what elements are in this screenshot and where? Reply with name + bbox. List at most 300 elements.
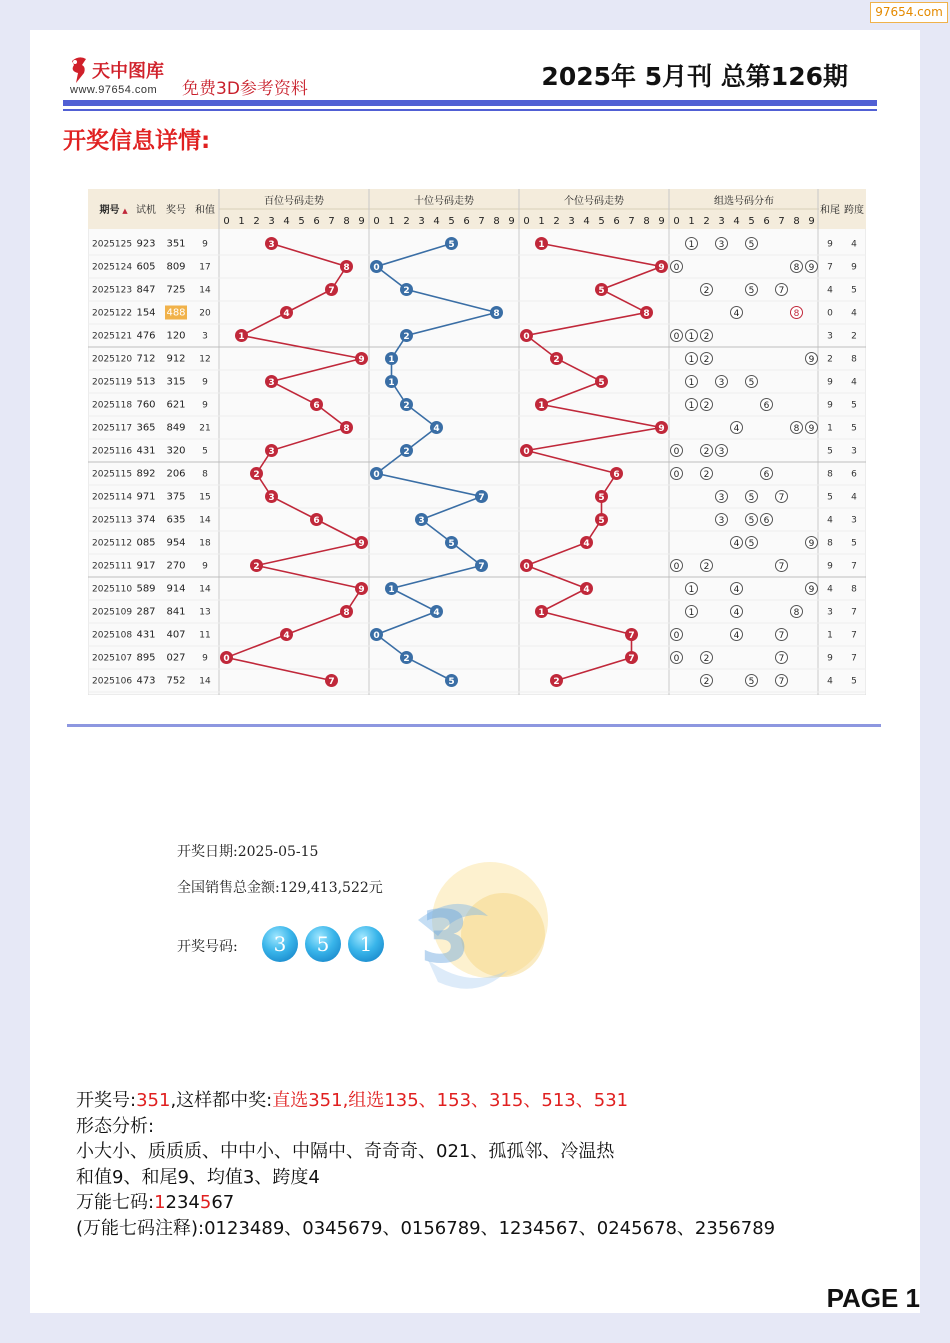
tail-cell: 1 <box>827 630 833 641</box>
draw-cell: 027 <box>166 652 186 664</box>
period-cell: 2025116 <box>92 446 133 457</box>
analysis-line-seven <box>76 1188 234 1214</box>
period-cell: 2025120 <box>92 354 133 365</box>
digit-header: 5 <box>748 216 755 227</box>
group-digit-label: 1 <box>688 355 695 365</box>
tail-cell: 9 <box>827 653 833 664</box>
trend-ball-label: 1 <box>388 355 395 365</box>
tail-cell: 3 <box>827 607 833 618</box>
draw-ball: 3 <box>262 926 298 962</box>
period-cell: 2025108 <box>92 630 133 641</box>
digit-header: 7 <box>628 216 635 227</box>
trend-ball-label: 0 <box>523 562 530 572</box>
draw-cell: 914 <box>166 583 186 595</box>
trend-ball-label: 6 <box>613 470 620 480</box>
logo-name: 天中图库 <box>92 61 164 82</box>
column-header: 期号 <box>99 205 120 216</box>
group-digit-label: 5 <box>748 539 755 549</box>
trend-ball-label: 7 <box>478 562 485 572</box>
span-cell: 8 <box>851 354 857 365</box>
span-cell: 4 <box>851 492 857 503</box>
group-digit-label: 9 <box>808 539 815 549</box>
trend-ball-label: 0 <box>373 263 380 273</box>
digit-header: 5 <box>598 216 605 227</box>
group-digit-label: 3 <box>718 378 725 388</box>
trend-ball-label: 0 <box>373 631 380 641</box>
trend-ball-label: 7 <box>478 493 485 503</box>
group-digit-label: 6 <box>763 470 770 480</box>
digit-header: 3 <box>418 216 425 227</box>
trend-ball-label: 1 <box>538 240 545 250</box>
trend-ball-label: 4 <box>283 631 290 641</box>
period-cell: 2025117 <box>92 423 133 434</box>
group-digit-label: 2 <box>703 355 710 365</box>
draw-cell: 635 <box>166 514 186 526</box>
digit-header: 4 <box>583 216 590 227</box>
trial-cell: 892 <box>136 468 156 480</box>
section-title: 开奖信息详情: <box>63 128 211 154</box>
trend-ball-label: 4 <box>283 309 290 319</box>
period-cell: 2025110 <box>92 584 133 595</box>
span-cell: 8 <box>851 584 857 595</box>
group-header: 组选号码分布 <box>714 196 774 207</box>
label-text: 开奖号: <box>76 1090 137 1111</box>
draw-cell: 320 <box>166 445 186 457</box>
group-digit-label: 6 <box>763 516 770 526</box>
span-cell: 7 <box>851 607 857 618</box>
issue-title: 2025年 5月刊 总第126期 <box>541 62 848 91</box>
group-digit-label: 1 <box>688 332 695 342</box>
period-cell: 2025112 <box>92 538 133 549</box>
digit-header: 8 <box>493 216 500 227</box>
draw-cell: 407 <box>166 629 186 641</box>
tail-cell: 4 <box>827 285 833 296</box>
draw-cell: 752 <box>166 675 186 687</box>
label-text: ,这样都中奖: <box>170 1090 273 1111</box>
trend-ball-label: 4 <box>433 608 440 618</box>
tail-cell: 4 <box>827 676 833 687</box>
trend-ball-label: 5 <box>448 677 455 687</box>
digit-header: 2 <box>403 216 410 227</box>
draw-ball: 5 <box>305 926 341 962</box>
sum-cell: 13 <box>199 607 211 618</box>
trend-ball-label: 4 <box>433 424 440 434</box>
group-digit-label: 8 <box>793 263 800 273</box>
column-header: 试机 <box>136 205 156 216</box>
group-digit-label: 0 <box>673 263 680 273</box>
span-cell: 4 <box>851 377 857 388</box>
draw-number: 351 <box>136 1090 171 1111</box>
digit-header: 8 <box>793 216 800 227</box>
tail-cell: 8 <box>827 469 833 480</box>
label-text: 万能七码: <box>76 1192 155 1213</box>
span-cell: 5 <box>851 285 857 296</box>
digit-header: 9 <box>808 216 815 227</box>
draw-cell: 725 <box>166 284 186 296</box>
trend-ball-label: 4 <box>583 539 590 549</box>
group-digit-label: 3 <box>718 447 725 457</box>
digit-header: 9 <box>658 216 665 227</box>
trend-ball-label: 2 <box>553 355 560 365</box>
sum-cell: 9 <box>202 561 208 572</box>
trend-ball-label: 0 <box>523 332 530 342</box>
column-header: 和值 <box>195 205 215 216</box>
digit-header: 8 <box>343 216 350 227</box>
draw-cell: 849 <box>166 422 186 434</box>
tail-cell: 9 <box>827 377 833 388</box>
period-cell: 2025114 <box>92 492 133 503</box>
span-cell: 7 <box>851 630 857 641</box>
trend-ball-label: 1 <box>238 332 245 342</box>
tail-cell: 8 <box>827 538 833 549</box>
draw-cell: 270 <box>166 560 186 572</box>
seven-digits: 67 <box>211 1192 235 1213</box>
group-digit-label: 0 <box>673 562 680 572</box>
span-cell: 5 <box>851 423 857 434</box>
digit-header: 6 <box>313 216 320 227</box>
digit-header: 6 <box>463 216 470 227</box>
digit-header: 1 <box>688 216 695 227</box>
group-digit-label: 4 <box>733 309 740 319</box>
period-cell: 2025106 <box>92 676 133 687</box>
sum-cell: 9 <box>202 377 208 388</box>
group-digit-label: 3 <box>718 493 725 503</box>
trend-ball-label: 1 <box>538 401 545 411</box>
trial-cell: 431 <box>136 629 156 641</box>
group-digit-label: 5 <box>748 286 755 296</box>
trend-ball-label: 2 <box>403 654 410 664</box>
group-digit-label: 0 <box>673 447 680 457</box>
span-cell: 3 <box>851 515 857 526</box>
trend-ball-label: 2 <box>253 470 260 480</box>
trial-cell: 287 <box>136 606 156 618</box>
group-digit-label: 2 <box>703 401 710 411</box>
tail-cell: 4 <box>827 584 833 595</box>
sum-cell: 14 <box>199 285 211 296</box>
draw-cell: 621 <box>166 399 186 411</box>
3d-logo-icon <box>398 850 558 1020</box>
trial-cell: 895 <box>136 652 156 664</box>
group-digit-label: 5 <box>748 677 755 687</box>
sum-cell: 14 <box>199 676 211 687</box>
draw-cell: 375 <box>166 491 186 503</box>
period-cell: 2025115 <box>92 469 133 480</box>
digit-header: 8 <box>643 216 650 227</box>
period-cell: 2025118 <box>92 400 133 411</box>
logo-icon <box>68 55 90 85</box>
group-digit-label: 3 <box>718 516 725 526</box>
trend-ball-label: 8 <box>343 263 350 273</box>
tail-cell: 5 <box>827 446 833 457</box>
group-digit-label: 2 <box>703 470 710 480</box>
trend-ball-label: 7 <box>628 631 635 641</box>
group-digit-label: 0 <box>673 654 680 664</box>
trend-ball-label: 3 <box>268 493 275 503</box>
group-digit-label: 8 <box>793 424 800 434</box>
hit-digit: 1 <box>154 1192 166 1213</box>
sum-cell: 20 <box>199 308 211 319</box>
trend-ball-label: 6 <box>313 516 320 526</box>
trend-ball-label: 2 <box>403 401 410 411</box>
analysis-line-form-title: 形态分析: <box>76 1116 155 1137</box>
group-digit-label: 1 <box>688 585 695 595</box>
digit-header: 1 <box>538 216 545 227</box>
span-cell: 4 <box>851 239 857 250</box>
group-digit-label: 5 <box>748 378 755 388</box>
trend-ball-label: 0 <box>523 447 530 457</box>
group-digit-label: 5 <box>748 516 755 526</box>
tail-cell: 3 <box>827 331 833 342</box>
draw-cell: 206 <box>166 468 186 480</box>
trial-cell: 365 <box>136 422 156 434</box>
sum-cell: 15 <box>199 492 211 503</box>
digit-header: 6 <box>763 216 770 227</box>
group-digit-label: 7 <box>778 493 785 503</box>
trend-ball-label: 9 <box>658 424 665 434</box>
digit-header: 4 <box>283 216 290 227</box>
period-cell: 2025125 <box>92 239 133 250</box>
trend-ball-label: 7 <box>328 286 335 296</box>
group-digit-label: 4 <box>733 631 740 641</box>
tail-cell: 7 <box>827 262 833 273</box>
logo-url: www.97654.com <box>70 84 158 96</box>
digit-header: 7 <box>328 216 335 227</box>
group-digit-label: 1 <box>688 608 695 618</box>
trend-ball-label: 7 <box>628 654 635 664</box>
trend-ball-label: 2 <box>403 447 410 457</box>
column-header: 奖号 <box>166 205 186 216</box>
digit-header: 5 <box>298 216 305 227</box>
digit-header: 0 <box>523 216 530 227</box>
trend-ball-label: 1 <box>388 585 395 595</box>
digit-header: 5 <box>448 216 455 227</box>
period-cell: 2025113 <box>92 515 133 526</box>
group-digit-label: 4 <box>733 608 740 618</box>
group-digit-label: 9 <box>808 585 815 595</box>
draw-cell: 488 <box>166 307 186 319</box>
group-digit-label: 2 <box>703 332 710 342</box>
trend-ball-label: 9 <box>658 263 665 273</box>
column-header: 跨度 <box>844 205 864 216</box>
trend-ball-label: 9 <box>358 539 365 549</box>
sales-total: 全国销售总金额:129,413,522元 <box>177 880 383 896</box>
period-cell: 2025111 <box>92 561 133 572</box>
group-digit-label: 7 <box>778 286 785 296</box>
trial-cell: 473 <box>136 675 156 687</box>
tail-cell: 9 <box>827 400 833 411</box>
group-digit-label: 0 <box>673 631 680 641</box>
sum-cell: 8 <box>202 469 208 480</box>
digit-header: 2 <box>553 216 560 227</box>
sort-icon: ▲ <box>122 207 128 215</box>
trend-ball-label: 5 <box>598 286 605 296</box>
digit-header: 2 <box>703 216 710 227</box>
draw-cell: 809 <box>166 261 186 273</box>
trial-cell: 154 <box>136 307 156 319</box>
watermark-tag: 97654.com <box>870 2 948 23</box>
group-header: 十位号码走势 <box>414 196 474 207</box>
tail-cell: 9 <box>827 561 833 572</box>
group-digit-label: 7 <box>778 654 785 664</box>
group-digit-label: 7 <box>778 562 785 572</box>
trend-ball-label: 1 <box>388 378 395 388</box>
trend-ball-label: 2 <box>403 332 410 342</box>
analysis-line-winning <box>76 1086 628 1112</box>
trend-ball-label: 0 <box>373 470 380 480</box>
trend-ball-label: 3 <box>268 240 275 250</box>
digit-header: 3 <box>268 216 275 227</box>
trend-ball-label: 6 <box>313 401 320 411</box>
trend-ball-label: 9 <box>358 355 365 365</box>
trial-cell: 712 <box>136 353 156 365</box>
analysis-line-form: 小大小、质质质、中中小、中隔中、奇奇奇、021、孤孤邻、冷温热 <box>76 1141 615 1162</box>
trend-ball-label: 5 <box>598 378 605 388</box>
draw-ball: 1 <box>348 926 384 962</box>
group-digit-label: 2 <box>703 286 710 296</box>
sum-cell: 11 <box>199 630 211 641</box>
sum-cell: 12 <box>199 354 211 365</box>
trend-chart <box>88 189 866 695</box>
trend-ball-label: 8 <box>343 608 350 618</box>
sum-cell: 5 <box>202 446 208 457</box>
trial-cell: 605 <box>136 261 156 273</box>
trend-ball-label: 5 <box>598 493 605 503</box>
sum-cell: 17 <box>199 262 211 273</box>
group-digit-label: 4 <box>733 424 740 434</box>
trend-ball-label: 3 <box>268 378 275 388</box>
group-digit-label: 8 <box>793 309 800 319</box>
period-cell: 2025123 <box>92 285 133 296</box>
group-header: 个位号码走势 <box>564 196 624 207</box>
trial-cell: 923 <box>136 238 156 250</box>
draw-label: 开奖号码: <box>177 939 238 955</box>
draw-cell: 315 <box>166 376 186 388</box>
digit-header: 1 <box>238 216 245 227</box>
group-digit-label: 9 <box>808 424 815 434</box>
sum-cell: 21 <box>199 423 211 434</box>
draw-date: 开奖日期:2025-05-15 <box>177 844 319 860</box>
trial-cell: 374 <box>136 514 156 526</box>
trend-ball-label: 7 <box>328 677 335 687</box>
header-subtitle: 免费3D参考资料 <box>182 79 308 99</box>
trend-ball-label: 1 <box>538 608 545 618</box>
column-header: 和尾 <box>820 205 840 216</box>
span-cell: 9 <box>851 262 857 273</box>
trial-cell: 513 <box>136 376 156 388</box>
hit-digit: 5 <box>199 1192 212 1213</box>
page-number: PAGE 1 <box>826 1283 920 1313</box>
group-digit-label: 0 <box>673 470 680 480</box>
span-cell: 5 <box>851 400 857 411</box>
draw-cell: 954 <box>166 537 186 549</box>
trial-cell: 431 <box>136 445 156 457</box>
group-digit-label: 5 <box>748 240 755 250</box>
span-cell: 6 <box>851 469 857 480</box>
tail-cell: 4 <box>827 515 833 526</box>
tail-cell: 1 <box>827 423 833 434</box>
span-cell: 7 <box>851 561 857 572</box>
digit-header: 0 <box>373 216 380 227</box>
trend-ball-label: 8 <box>493 309 500 319</box>
draw-cell: 912 <box>166 353 186 365</box>
sum-cell: 3 <box>202 331 208 342</box>
span-cell: 5 <box>851 676 857 687</box>
trial-cell: 589 <box>136 583 156 595</box>
header-divider <box>63 100 877 106</box>
trend-ball-label: 0 <box>223 654 230 664</box>
span-cell: 5 <box>851 538 857 549</box>
period-cell: 2025121 <box>92 331 133 342</box>
group-header: 百位号码走势 <box>264 196 324 207</box>
trend-ball-label: 4 <box>583 585 590 595</box>
digit-header: 4 <box>433 216 440 227</box>
header-divider-thin <box>63 109 877 111</box>
trial-cell: 847 <box>136 284 156 296</box>
trend-ball-label: 2 <box>553 677 560 687</box>
trend-ball-label: 9 <box>358 585 365 595</box>
trend-ball-label: 8 <box>643 309 650 319</box>
svg-text:3: 3 <box>420 895 471 979</box>
trend-ball-label: 2 <box>253 562 260 572</box>
digit-header: 9 <box>358 216 365 227</box>
group-digit-label: 4 <box>733 585 740 595</box>
sum-cell: 9 <box>202 653 208 664</box>
span-cell: 2 <box>851 331 857 342</box>
sum-cell: 9 <box>202 400 208 411</box>
digit-header: 3 <box>718 216 725 227</box>
winning-combos: 直选351,组选135、153、315、513、531 <box>272 1090 629 1111</box>
span-cell: 3 <box>851 446 857 457</box>
sum-cell: 14 <box>199 584 211 595</box>
tail-cell: 2 <box>827 354 833 365</box>
group-digit-label: 2 <box>703 654 710 664</box>
group-digit-label: 2 <box>703 677 710 687</box>
period-cell: 2025109 <box>92 607 133 618</box>
group-digit-label: 9 <box>808 355 815 365</box>
period-cell: 2025107 <box>92 653 133 664</box>
group-digit-label: 8 <box>793 608 800 618</box>
trend-ball-label: 5 <box>448 539 455 549</box>
trial-cell: 085 <box>136 537 156 549</box>
draw-cell: 120 <box>166 330 186 342</box>
analysis-line-sum: 和值9、和尾9、均值3、跨度4 <box>76 1167 320 1188</box>
digit-header: 4 <box>733 216 740 227</box>
tail-cell: 5 <box>827 492 833 503</box>
draw-cell: 841 <box>166 606 186 618</box>
group-digit-label: 1 <box>688 378 695 388</box>
document-page <box>30 30 920 1313</box>
group-digit-label: 4 <box>733 539 740 549</box>
digit-header: 0 <box>223 216 230 227</box>
trial-cell: 971 <box>136 491 156 503</box>
sum-cell: 9 <box>202 239 208 250</box>
group-digit-label: 6 <box>763 401 770 411</box>
group-digit-label: 1 <box>688 240 695 250</box>
group-digit-label: 1 <box>688 401 695 411</box>
group-digit-label: 9 <box>808 263 815 273</box>
period-cell: 2025119 <box>92 377 133 388</box>
sum-cell: 14 <box>199 515 211 526</box>
digit-header: 6 <box>613 216 620 227</box>
group-digit-label: 2 <box>703 447 710 457</box>
period-cell: 2025124 <box>92 262 133 273</box>
period-cell: 2025122 <box>92 308 133 319</box>
digit-header: 7 <box>778 216 785 227</box>
seven-digits: 234 <box>165 1192 200 1213</box>
trend-ball-label: 2 <box>403 286 410 296</box>
digit-header: 2 <box>253 216 260 227</box>
group-digit-label: 7 <box>778 631 785 641</box>
